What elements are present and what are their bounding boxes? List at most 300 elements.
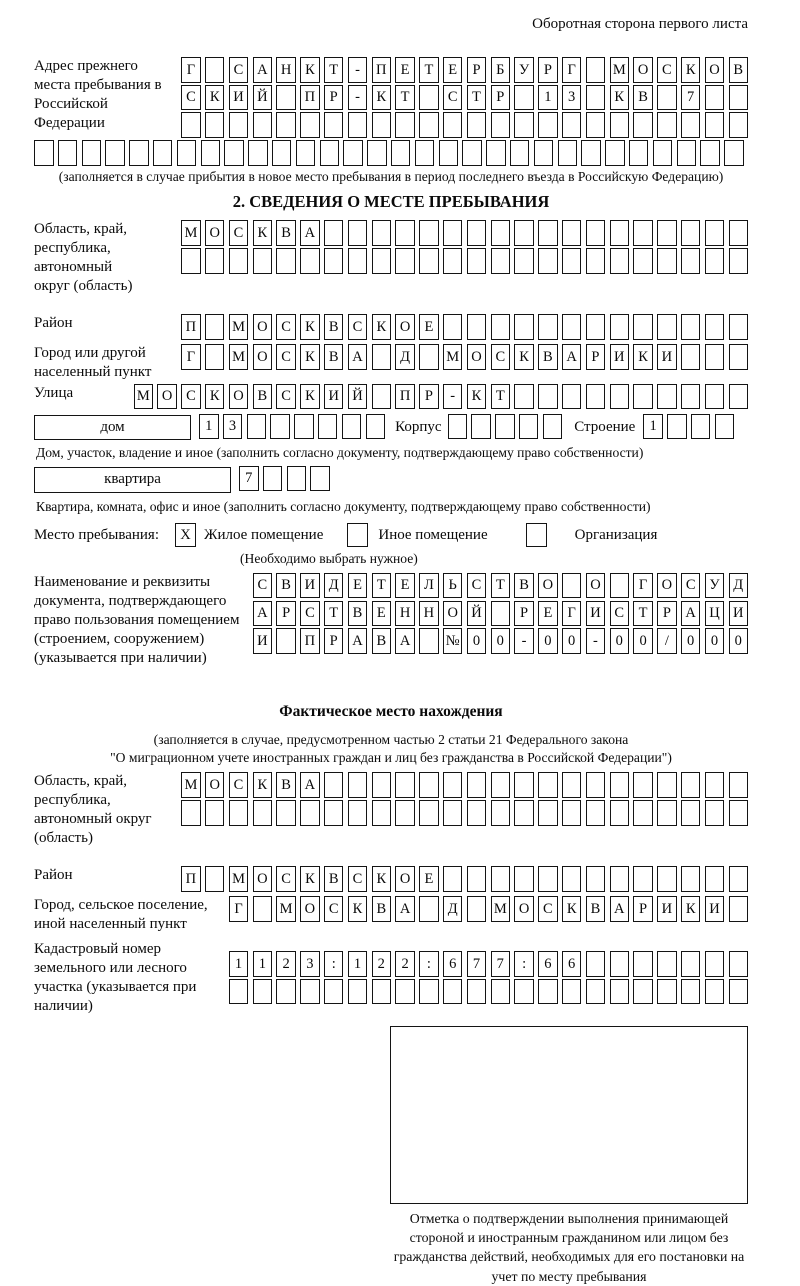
checkbox-organization [526, 523, 547, 547]
char-cell: 2 [372, 951, 392, 977]
actual-region-field [34, 772, 748, 866]
char-cell [419, 220, 439, 246]
char-cell: - [348, 85, 368, 111]
prev-address-label: Адрес прежнего места пребывания в Российской Федерации [34, 58, 162, 131]
char-cell [729, 112, 749, 138]
char-cell: В [324, 344, 344, 370]
char-cell: Д [324, 573, 344, 599]
char-cell: В [538, 344, 558, 370]
char-cell [58, 140, 78, 166]
char-cell [372, 800, 392, 826]
char-cell: Т [491, 384, 511, 410]
char-cell: В [276, 220, 296, 246]
region-rows [181, 220, 748, 275]
char-cell [705, 800, 725, 826]
char-cell [224, 140, 244, 166]
char-cell [562, 772, 582, 798]
char-cell: С [276, 314, 296, 340]
char-cell [705, 772, 725, 798]
char-cell [419, 248, 439, 274]
char-cell [443, 220, 463, 246]
char-cell: В [324, 866, 344, 892]
stay-place-label: Место пребывания: [34, 526, 159, 543]
char-cell [348, 800, 368, 826]
char-cell: 6 [443, 951, 463, 977]
char-cell [538, 384, 558, 410]
char-cell [348, 248, 368, 274]
char-cell [657, 314, 677, 340]
char-cell: : [514, 951, 534, 977]
char-cell [467, 866, 487, 892]
char-cell: И [729, 601, 749, 627]
char-cell: 6 [538, 951, 558, 977]
char-cell [395, 979, 415, 1005]
char-cell [514, 772, 534, 798]
char-cell [586, 85, 606, 111]
char-cell [514, 314, 534, 340]
char-cell: 1 [538, 85, 558, 111]
char-cell [667, 414, 687, 440]
char-cell: В [348, 601, 368, 627]
char-cell: Е [372, 601, 392, 627]
document-row-3 [253, 628, 748, 654]
char-cell [205, 344, 225, 370]
char-cell: И [705, 896, 725, 922]
char-cell [205, 314, 225, 340]
char-cell [443, 112, 463, 138]
char-cell [419, 85, 439, 111]
prev-address-row-1 [181, 57, 748, 83]
char-cell [586, 384, 606, 410]
char-cell: И [229, 85, 249, 111]
actual-district-row [181, 866, 748, 892]
char-cell: К [300, 384, 320, 410]
char-cell [562, 979, 582, 1005]
char-cell [205, 248, 225, 274]
char-cell [324, 979, 344, 1005]
char-cell [705, 248, 725, 274]
char-cell: С [657, 57, 677, 83]
char-cell [467, 220, 487, 246]
char-cell: О [586, 573, 606, 599]
street-field [34, 384, 748, 412]
char-cell: Р [467, 57, 487, 83]
char-cell [263, 466, 283, 492]
char-cell: У [514, 57, 534, 83]
char-cell: М [134, 384, 154, 410]
cadastre-row-2 [229, 979, 748, 1005]
char-cell: Е [395, 57, 415, 83]
actual-region-label: Область, край, республика, автономный округ (область) [34, 773, 152, 846]
char-cell [253, 248, 273, 274]
city-row [181, 344, 748, 370]
char-cell: 0 [705, 628, 725, 654]
char-cell [491, 601, 511, 627]
char-cell [310, 466, 330, 492]
char-cell [653, 140, 673, 166]
actual-region-row-2 [181, 800, 748, 826]
cadastre-label: Кадастровый номер земельного или лесного участка (указывается при наличии) [34, 941, 197, 1014]
char-cell [562, 220, 582, 246]
char-cell [300, 112, 320, 138]
district-field [34, 314, 748, 342]
char-cell [562, 248, 582, 274]
char-cell [610, 384, 630, 410]
char-cell [729, 314, 749, 340]
char-cell [705, 112, 725, 138]
char-cell [248, 140, 268, 166]
char-cell [534, 140, 554, 166]
actual-district-label: Район [34, 867, 73, 884]
char-cell: О [705, 57, 725, 83]
char-cell [729, 896, 749, 922]
actual-location-title: Фактическое место нахождения [279, 702, 503, 720]
char-cell [395, 112, 415, 138]
char-cell: С [467, 573, 487, 599]
char-cell: С [324, 896, 344, 922]
char-cell: А [300, 772, 320, 798]
char-cell: К [562, 896, 582, 922]
char-cell [633, 112, 653, 138]
char-cell [629, 140, 649, 166]
char-cell: 7 [467, 951, 487, 977]
char-cell [610, 772, 630, 798]
char-cell [681, 248, 701, 274]
char-cell [610, 951, 630, 977]
char-cell: Т [633, 601, 653, 627]
char-cell [253, 979, 273, 1005]
char-cell: 7 [681, 85, 701, 111]
char-cell: О [253, 344, 273, 370]
char-cell: Р [514, 601, 534, 627]
actual-region-rows [181, 772, 748, 827]
district-row [181, 314, 748, 340]
char-cell: 1 [253, 951, 273, 977]
char-cell: С [491, 344, 511, 370]
char-cell: 0 [538, 628, 558, 654]
char-cell [415, 140, 435, 166]
document-rows [253, 573, 748, 656]
char-cell: Г [229, 896, 249, 922]
char-cell: / [657, 628, 677, 654]
char-cell [562, 573, 582, 599]
actual-region-row-1 [181, 772, 748, 798]
cadastre-field [34, 940, 748, 1016]
char-cell [729, 979, 749, 1005]
char-cell: В [372, 896, 392, 922]
char-cell [538, 314, 558, 340]
char-cell: К [681, 896, 701, 922]
char-cell [419, 896, 439, 922]
option-organization-label: Организация [574, 526, 658, 543]
char-cell [467, 772, 487, 798]
char-cell: 2 [276, 951, 296, 977]
apartment-note: Квартира, комната, офис и иное (заполнить согласно документу, подтверждающему право собственности) [36, 498, 651, 514]
actual-location-note-1: (заполняется в случае, предусмотренном частью 2 статьи 21 Федерального закона [153, 731, 629, 747]
char-cell: С [229, 220, 249, 246]
char-cell [486, 140, 506, 166]
char-cell [586, 979, 606, 1005]
char-cell [514, 85, 534, 111]
char-cell [491, 220, 511, 246]
char-cell [729, 772, 749, 798]
char-cell [705, 979, 725, 1005]
char-cell [467, 314, 487, 340]
prev-address-row-3 [181, 112, 748, 138]
char-cell [657, 800, 677, 826]
house-number-row [199, 414, 385, 440]
char-cell [443, 248, 463, 274]
prev-address-row-2 [181, 85, 748, 111]
char-cell: К [205, 384, 225, 410]
char-cell: О [633, 57, 653, 83]
char-cell [34, 140, 54, 166]
char-cell: П [395, 384, 415, 410]
char-cell: Р [633, 896, 653, 922]
char-cell: С [538, 896, 558, 922]
char-cell [300, 979, 320, 1005]
region-row-2 [181, 248, 748, 274]
char-cell: К [253, 220, 273, 246]
char-cell [366, 414, 386, 440]
char-cell [348, 112, 368, 138]
char-cell: А [562, 344, 582, 370]
char-cell: 1 [229, 951, 249, 977]
char-cell: Р [657, 601, 677, 627]
char-cell [471, 414, 491, 440]
char-cell [729, 248, 749, 274]
char-cell [657, 248, 677, 274]
char-cell [419, 628, 439, 654]
char-cell [467, 979, 487, 1005]
char-cell [367, 140, 387, 166]
char-cell: О [538, 573, 558, 599]
char-cell: М [610, 57, 630, 83]
char-cell [633, 951, 653, 977]
char-cell: Й [253, 85, 273, 111]
char-cell [610, 314, 630, 340]
char-cell [419, 772, 439, 798]
char-cell: Р [276, 601, 296, 627]
char-cell [657, 112, 677, 138]
section2-title: 2. СВЕДЕНИЯ О МЕСТЕ ПРЕБЫВАНИЯ [232, 192, 550, 212]
char-cell: Т [324, 601, 344, 627]
cadastre-row-1 [229, 951, 748, 977]
char-cell [372, 220, 392, 246]
char-cell [294, 414, 314, 440]
char-cell: - [586, 628, 606, 654]
char-cell [276, 628, 296, 654]
region-field [34, 220, 748, 314]
char-cell [443, 772, 463, 798]
char-cell: И [586, 601, 606, 627]
char-cell: И [657, 344, 677, 370]
char-cell [538, 248, 558, 274]
char-cell [633, 866, 653, 892]
char-cell [324, 772, 344, 798]
char-cell: С [253, 573, 273, 599]
char-cell: 0 [610, 628, 630, 654]
char-cell [715, 414, 735, 440]
char-cell: М [229, 314, 249, 340]
char-cell: М [491, 896, 511, 922]
district-label: Район [34, 315, 73, 332]
char-cell [681, 800, 701, 826]
char-cell: С [681, 573, 701, 599]
char-cell [586, 951, 606, 977]
char-cell [372, 248, 392, 274]
char-cell [287, 466, 307, 492]
char-cell [419, 112, 439, 138]
char-cell: С [276, 344, 296, 370]
char-cell: А [300, 220, 320, 246]
char-cell [681, 866, 701, 892]
char-cell: Р [324, 628, 344, 654]
char-cell [605, 140, 625, 166]
char-cell [247, 414, 267, 440]
char-cell [681, 314, 701, 340]
char-cell: - [514, 628, 534, 654]
char-cell [610, 248, 630, 274]
char-cell: О [253, 314, 273, 340]
char-cell: С [276, 866, 296, 892]
prev-address-note: (заполняется в случае прибытия в новое место пребывания в период последнего въезда в Российскую Федерацию) [58, 168, 724, 184]
char-cell: 7 [491, 951, 511, 977]
char-cell: К [467, 384, 487, 410]
stay-place-note: (Необходимо выбрать нужное) [240, 551, 418, 567]
region-label: Область, край, республика, автономный округ (область) [34, 221, 133, 295]
stroenie-label: Строение [574, 418, 636, 435]
char-cell [300, 800, 320, 826]
char-cell [681, 112, 701, 138]
char-cell [372, 979, 392, 1005]
apartment-number-row [239, 466, 330, 492]
korpus-row [448, 414, 563, 440]
document-row-2 [253, 601, 748, 627]
char-cell [610, 573, 630, 599]
char-cell [105, 140, 125, 166]
stamp-box [390, 1026, 748, 1204]
char-cell: О [205, 772, 225, 798]
char-cell: С [348, 866, 368, 892]
char-cell [467, 112, 487, 138]
char-cell [514, 112, 534, 138]
char-cell: К [348, 896, 368, 922]
char-cell [586, 57, 606, 83]
char-cell: В [729, 57, 749, 83]
char-cell [253, 896, 273, 922]
char-cell [491, 772, 511, 798]
char-cell [543, 414, 563, 440]
char-cell [324, 248, 344, 274]
char-cell: Т [491, 573, 511, 599]
char-cell [229, 248, 249, 274]
char-cell: И [300, 573, 320, 599]
char-cell: 1 [348, 951, 368, 977]
char-cell [348, 220, 368, 246]
char-cell: О [229, 384, 249, 410]
char-cell [129, 140, 149, 166]
apartment-type-box: квартира [34, 467, 231, 493]
char-cell [276, 800, 296, 826]
char-cell [562, 384, 582, 410]
char-cell [395, 772, 415, 798]
header-note: Оборотная сторона первого листа [532, 16, 748, 32]
char-cell [205, 866, 225, 892]
char-cell [681, 979, 701, 1005]
char-cell: П [372, 57, 392, 83]
char-cell: 3 [562, 85, 582, 111]
char-cell: С [181, 384, 201, 410]
char-cell: А [395, 628, 415, 654]
char-cell: 1 [199, 414, 219, 440]
char-cell: А [681, 601, 701, 627]
char-cell: 0 [467, 628, 487, 654]
char-cell: 6 [562, 951, 582, 977]
char-cell [705, 384, 725, 410]
char-cell: Е [443, 57, 463, 83]
char-cell: О [514, 896, 534, 922]
char-cell [419, 800, 439, 826]
char-cell [729, 344, 749, 370]
char-cell [491, 112, 511, 138]
char-cell: 7 [239, 466, 259, 492]
checkbox-other-premises [347, 523, 368, 547]
char-cell: Н [395, 601, 415, 627]
char-cell: А [348, 628, 368, 654]
char-cell [677, 140, 697, 166]
char-cell: Р [538, 57, 558, 83]
char-cell [491, 979, 511, 1005]
char-cell [467, 896, 487, 922]
char-cell [276, 112, 296, 138]
char-cell [729, 951, 749, 977]
checkbox-residential: X [175, 523, 196, 547]
char-cell: М [229, 344, 249, 370]
char-cell [633, 384, 653, 410]
char-cell [205, 57, 225, 83]
char-cell [681, 951, 701, 977]
char-cell: - [348, 57, 368, 83]
char-cell: М [181, 220, 201, 246]
char-cell [372, 384, 392, 410]
char-cell: : [419, 951, 439, 977]
char-cell: А [610, 896, 630, 922]
char-cell [276, 248, 296, 274]
char-cell [181, 112, 201, 138]
char-cell [586, 772, 606, 798]
char-cell [562, 314, 582, 340]
char-cell: П [300, 628, 320, 654]
char-cell [562, 112, 582, 138]
char-cell [372, 344, 392, 370]
char-cell: А [253, 57, 273, 83]
char-cell [462, 140, 482, 166]
char-cell: Й [467, 601, 487, 627]
char-cell [538, 800, 558, 826]
char-cell: Е [395, 573, 415, 599]
char-cell: 0 [562, 628, 582, 654]
char-cell [633, 220, 653, 246]
char-cell [443, 979, 463, 1005]
char-cell: О [205, 220, 225, 246]
char-cell [491, 866, 511, 892]
char-cell: В [276, 772, 296, 798]
char-cell: : [324, 951, 344, 977]
char-cell: К [514, 344, 534, 370]
char-cell [467, 248, 487, 274]
char-cell: Т [324, 57, 344, 83]
